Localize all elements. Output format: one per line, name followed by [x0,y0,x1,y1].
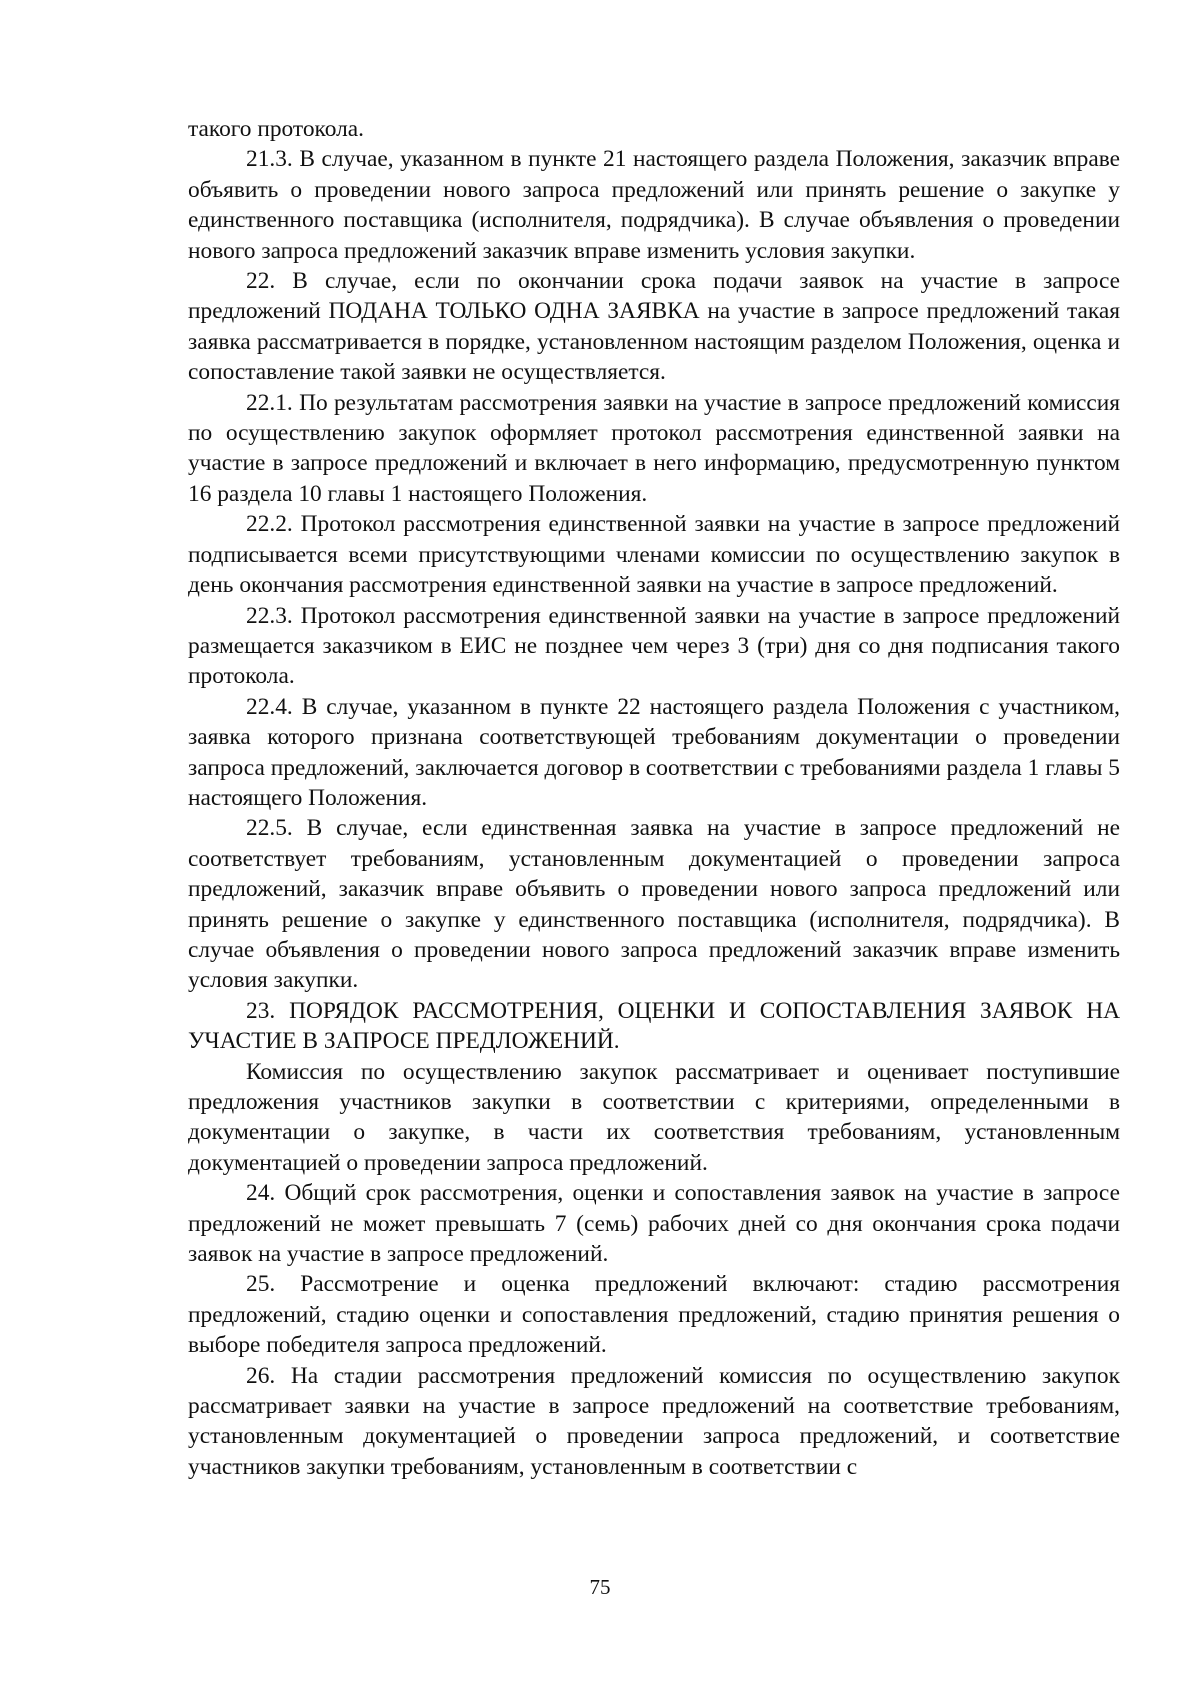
paragraph-continuation: такого протокола. [188,116,364,142]
paragraph-22-4: 22.4. В случае, указанном в пункте 22 настоящего раздела Положения с участником, заявка которого признана соответствующей требованиям документации о проведении запроса предложений, заключается договор в соответствии с требованиями раздела 1 главы 5 настоящего Положения. [188,693,1120,811]
paragraph-22-5: 22.5. В случае, если единственная заявка на участие в запросе предложений не соответствует требованиям, установленным документацией о проведении запроса предложений, заказчик вправе объявить о проведении нового запроса предложений или принять решение о закупке у единственного поставщика (исполнителя, подрядчика). В случае объявления о проведении нового запроса предложений заказчик вправе изменить условия закупки. [188,815,1120,994]
page-number: 75 [589,1575,611,1599]
paragraph-26: 26. На стадии рассмотрения предложений комиссия по осуществлению закупок рассматривает заявки на участие в запросе предложений на соответствие требованиям, установленным документацией о проведении запроса предложений, и соответствие участников закупки требованиям, установленным в соответствии с [188,1362,1120,1480]
paragraph-24: 24. Общий срок рассмотрения, оценки и сопоставления заявок на участие в запросе предложений не может превышать 7 (семь) рабочих дней со дня окончания срока подачи заявок на участие в запросе предложений. [188,1180,1120,1268]
paragraph-25: 25. Рассмотрение и оценка предложений включают: стадию рассмотрения предложений, стадию оценки и сопоставления предложений, стадию принятия решения о выборе победителя запроса предложений. [188,1271,1120,1359]
section-heading-23: 23. ПОРЯДОК РАССМОТРЕНИЯ, ОЦЕНКИ И СОПОСТАВЛЕНИЯ ЗАЯВОК НА УЧАСТИЕ В ЗАПРОСЕ ПРЕДЛОЖЕНИЙ. [188,997,1120,1055]
paragraph-22-1: 22.1. По результатам рассмотрения заявки на участие в запросе предложений комиссия по осуществлению закупок оформляет протокол рассмотрения единственной заявки на участие в запросе предложений и включает в него информацию, предусмотренную пунктом 16 раздела 10 главы 1 настоящего Положения. [188,389,1120,507]
paragraph-22: 22. В случае, если по окончании срока подачи заявок на участие в запросе предложений ПОДАНА ТОЛЬКО ОДНА ЗАЯВКА на участие в запросе предложений такая заявка рассматривается в порядке, установленном настоящим разделом Положения, оценка и сопоставление такой заявки не осуществляется. [188,268,1120,386]
paragraph-21-3: 21.3. В случае, указанном в пункте 21 настоящего раздела Положения, заказчик вправе объявить о проведении нового запроса предложений или принять решение о закупке у единственного поставщика (исполнителя, подрядчика). В случае объявления о проведении нового запроса предложений заказчик вправе изменить условия закупки. [188,146,1120,264]
paragraph-23-body: Комиссия по осуществлению закупок рассматривает и оценивает поступившие предложения участников закупки в соответствии с критериями, определенными в документации о закупке, в части их соответствия требованиям, установленным документацией о проведении запроса предложений. [188,1058,1120,1176]
paragraph-22-3: 22.3. Протокол рассмотрения единственной заявки на участие в запросе предложений размещается заказчиком в ЕИС не позднее чем через 3 (три) дня со дня подписания такого протокола. [188,602,1120,690]
paragraph-22-2: 22.2. Протокол рассмотрения единственной заявки на участие в запросе предложений подписывается всеми присутствующими членами комиссии по осуществлению закупок в день окончания рассмотрения единственной заявки на участие в запросе предложений. [188,511,1120,599]
document-body [188,114,1120,1482]
